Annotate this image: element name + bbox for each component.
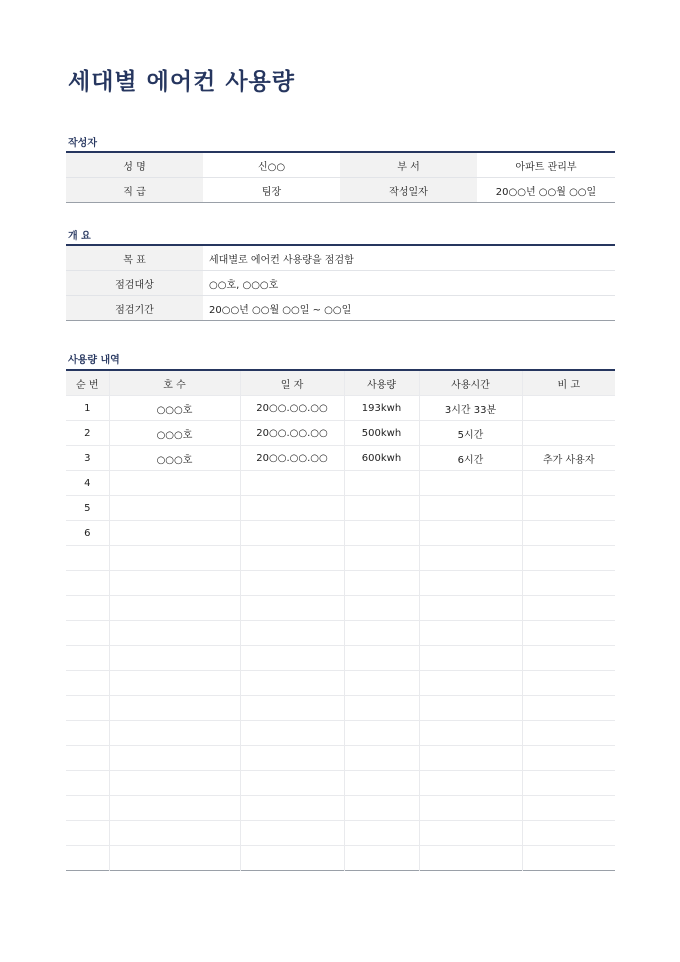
table-cell — [522, 546, 615, 571]
overview-row — [66, 245, 615, 271]
field-value: 20○○년 ○○월 ○○일 — [495, 186, 597, 198]
field-label: 성 명 — [66, 152, 203, 178]
usage-table — [66, 369, 615, 871]
table-cell — [344, 571, 419, 596]
table-cell — [240, 846, 344, 871]
table-cell: 20○○.○○.○○ — [240, 446, 344, 471]
table-row — [66, 521, 615, 546]
table-cell — [66, 696, 109, 721]
table-cell — [109, 696, 240, 721]
table-cell — [240, 496, 344, 521]
table-cell — [522, 796, 615, 821]
table-cell — [344, 771, 419, 796]
table-cell — [419, 671, 522, 696]
table-cell — [109, 646, 240, 671]
table-row — [66, 721, 615, 746]
table-cell: 20○○.○○.○○ — [240, 421, 344, 446]
table-cell — [66, 771, 109, 796]
table-cell — [522, 671, 615, 696]
table-cell — [344, 646, 419, 671]
table-cell — [240, 521, 344, 546]
author-row — [66, 152, 615, 178]
table-cell — [66, 821, 109, 846]
table-row — [66, 446, 615, 471]
table-cell: 3 — [66, 446, 109, 471]
table-cell — [109, 796, 240, 821]
column-header: 비 고 — [522, 370, 615, 396]
table-cell — [66, 671, 109, 696]
table-cell — [344, 746, 419, 771]
table-row — [66, 846, 615, 871]
table-cell: 193kwh — [344, 396, 419, 421]
table-cell — [344, 696, 419, 721]
table-cell — [240, 746, 344, 771]
table-cell — [109, 671, 240, 696]
table-cell — [240, 821, 344, 846]
table-cell — [66, 721, 109, 746]
table-cell — [522, 521, 615, 546]
table-row — [66, 396, 615, 421]
table-cell — [419, 721, 522, 746]
table-cell: 6 — [66, 521, 109, 546]
table-row — [66, 471, 615, 496]
table-cell — [240, 671, 344, 696]
table-row — [66, 546, 615, 571]
table-cell — [109, 771, 240, 796]
field-value: 아파트 관리부 — [477, 152, 615, 178]
table-cell: 500kwh — [344, 421, 419, 446]
table-cell — [109, 471, 240, 496]
table-row — [66, 771, 615, 796]
table-cell — [419, 521, 522, 546]
table-cell — [522, 746, 615, 771]
table-cell — [344, 796, 419, 821]
table-cell — [344, 671, 419, 696]
table-cell — [522, 821, 615, 846]
table-row — [66, 821, 615, 846]
table-cell — [522, 471, 615, 496]
table-cell — [522, 771, 615, 796]
table-cell — [522, 846, 615, 871]
table-cell — [344, 721, 419, 746]
author-section-label: 작성자 — [68, 138, 97, 149]
field-label: 점검기간 — [66, 296, 203, 321]
table-cell: ○○○호 — [109, 446, 240, 471]
table-cell — [344, 621, 419, 646]
table-cell: 추가 사용자 — [522, 446, 615, 471]
table-cell — [419, 571, 522, 596]
table-cell — [419, 496, 522, 521]
overview-row — [66, 296, 615, 321]
table-cell — [109, 521, 240, 546]
table-cell — [419, 821, 522, 846]
table-row — [66, 646, 615, 671]
table-cell — [344, 521, 419, 546]
field-value: 신○○ — [203, 152, 340, 178]
table-cell — [522, 646, 615, 671]
table-cell — [419, 546, 522, 571]
table-row — [66, 496, 615, 521]
table-cell — [66, 596, 109, 621]
table-cell — [109, 746, 240, 771]
table-cell — [109, 496, 240, 521]
table-row — [66, 571, 615, 596]
table-cell — [522, 421, 615, 446]
table-cell — [522, 571, 615, 596]
table-cell — [344, 596, 419, 621]
table-cell — [109, 571, 240, 596]
column-header: 사용량 — [344, 370, 419, 396]
table-cell — [109, 721, 240, 746]
overview-section-label: 개 요 — [68, 231, 91, 242]
table-cell — [344, 821, 419, 846]
usage-header-row — [66, 370, 615, 396]
table-cell — [240, 721, 344, 746]
table-cell: 2 — [66, 421, 109, 446]
column-header: 사용시간 — [419, 370, 522, 396]
page-title: 세대별 에어컨 사용량 — [68, 69, 295, 95]
table-cell — [66, 796, 109, 821]
table-cell — [419, 771, 522, 796]
table-cell — [240, 771, 344, 796]
usage-section-label: 사용량 내역 — [68, 355, 120, 366]
table-cell — [66, 846, 109, 871]
field-value: 20○○년 ○○월 ○○일 ~ ○○일 — [209, 304, 352, 316]
table-row — [66, 796, 615, 821]
table-cell — [419, 796, 522, 821]
column-header: 호 수 — [109, 370, 240, 396]
column-header: 순 번 — [66, 370, 109, 396]
table-cell — [240, 646, 344, 671]
table-row — [66, 696, 615, 721]
table-row — [66, 421, 615, 446]
overview-table — [66, 244, 615, 321]
table-row — [66, 621, 615, 646]
table-row — [66, 596, 615, 621]
table-cell: 6시간 — [419, 446, 522, 471]
table-cell — [522, 621, 615, 646]
table-cell — [109, 621, 240, 646]
table-cell — [66, 546, 109, 571]
overview-row — [66, 271, 615, 296]
table-cell — [240, 571, 344, 596]
table-cell — [344, 546, 419, 571]
table-cell — [419, 596, 522, 621]
table-cell — [240, 696, 344, 721]
table-cell — [66, 646, 109, 671]
table-cell: ○○○호 — [109, 421, 240, 446]
field-label: 부 서 — [340, 152, 477, 178]
author-row — [66, 178, 615, 203]
table-cell — [240, 546, 344, 571]
table-cell — [522, 696, 615, 721]
table-cell — [419, 646, 522, 671]
field-value: ○○호, ○○○호 — [203, 271, 615, 296]
table-cell — [66, 746, 109, 771]
table-cell — [240, 596, 344, 621]
table-cell — [109, 821, 240, 846]
field-label: 직 급 — [66, 178, 203, 203]
table-cell: 20○○.○○.○○ — [240, 396, 344, 421]
table-row — [66, 671, 615, 696]
table-cell: 1 — [66, 396, 109, 421]
table-cell — [419, 846, 522, 871]
table-cell — [522, 396, 615, 421]
table-cell — [66, 571, 109, 596]
table-cell — [240, 621, 344, 646]
field-label: 작성일자 — [340, 178, 477, 203]
table-cell — [522, 721, 615, 746]
table-cell: 3시간 33분 — [419, 396, 522, 421]
table-cell — [109, 546, 240, 571]
table-cell — [344, 496, 419, 521]
table-cell: ○○○호 — [109, 396, 240, 421]
table-cell — [419, 746, 522, 771]
table-cell — [419, 471, 522, 496]
table-cell: 600kwh — [344, 446, 419, 471]
table-cell — [344, 846, 419, 871]
field-label: 점검대상 — [66, 271, 203, 296]
table-cell — [522, 496, 615, 521]
field-value: 세대별로 에어컨 사용량을 점검함 — [203, 245, 615, 271]
table-cell — [109, 596, 240, 621]
table-cell — [109, 846, 240, 871]
table-row — [66, 746, 615, 771]
field-value: 팀장 — [261, 186, 282, 198]
column-header: 일 자 — [240, 370, 344, 396]
table-cell: 5시간 — [419, 421, 522, 446]
table-cell — [419, 696, 522, 721]
field-label: 목 표 — [66, 245, 203, 271]
table-cell — [522, 596, 615, 621]
table-cell — [66, 621, 109, 646]
table-cell — [240, 796, 344, 821]
table-cell — [419, 621, 522, 646]
table-cell: 4 — [66, 471, 109, 496]
table-cell — [344, 471, 419, 496]
author-table — [66, 151, 615, 203]
table-cell: 5 — [66, 496, 109, 521]
table-cell — [240, 471, 344, 496]
